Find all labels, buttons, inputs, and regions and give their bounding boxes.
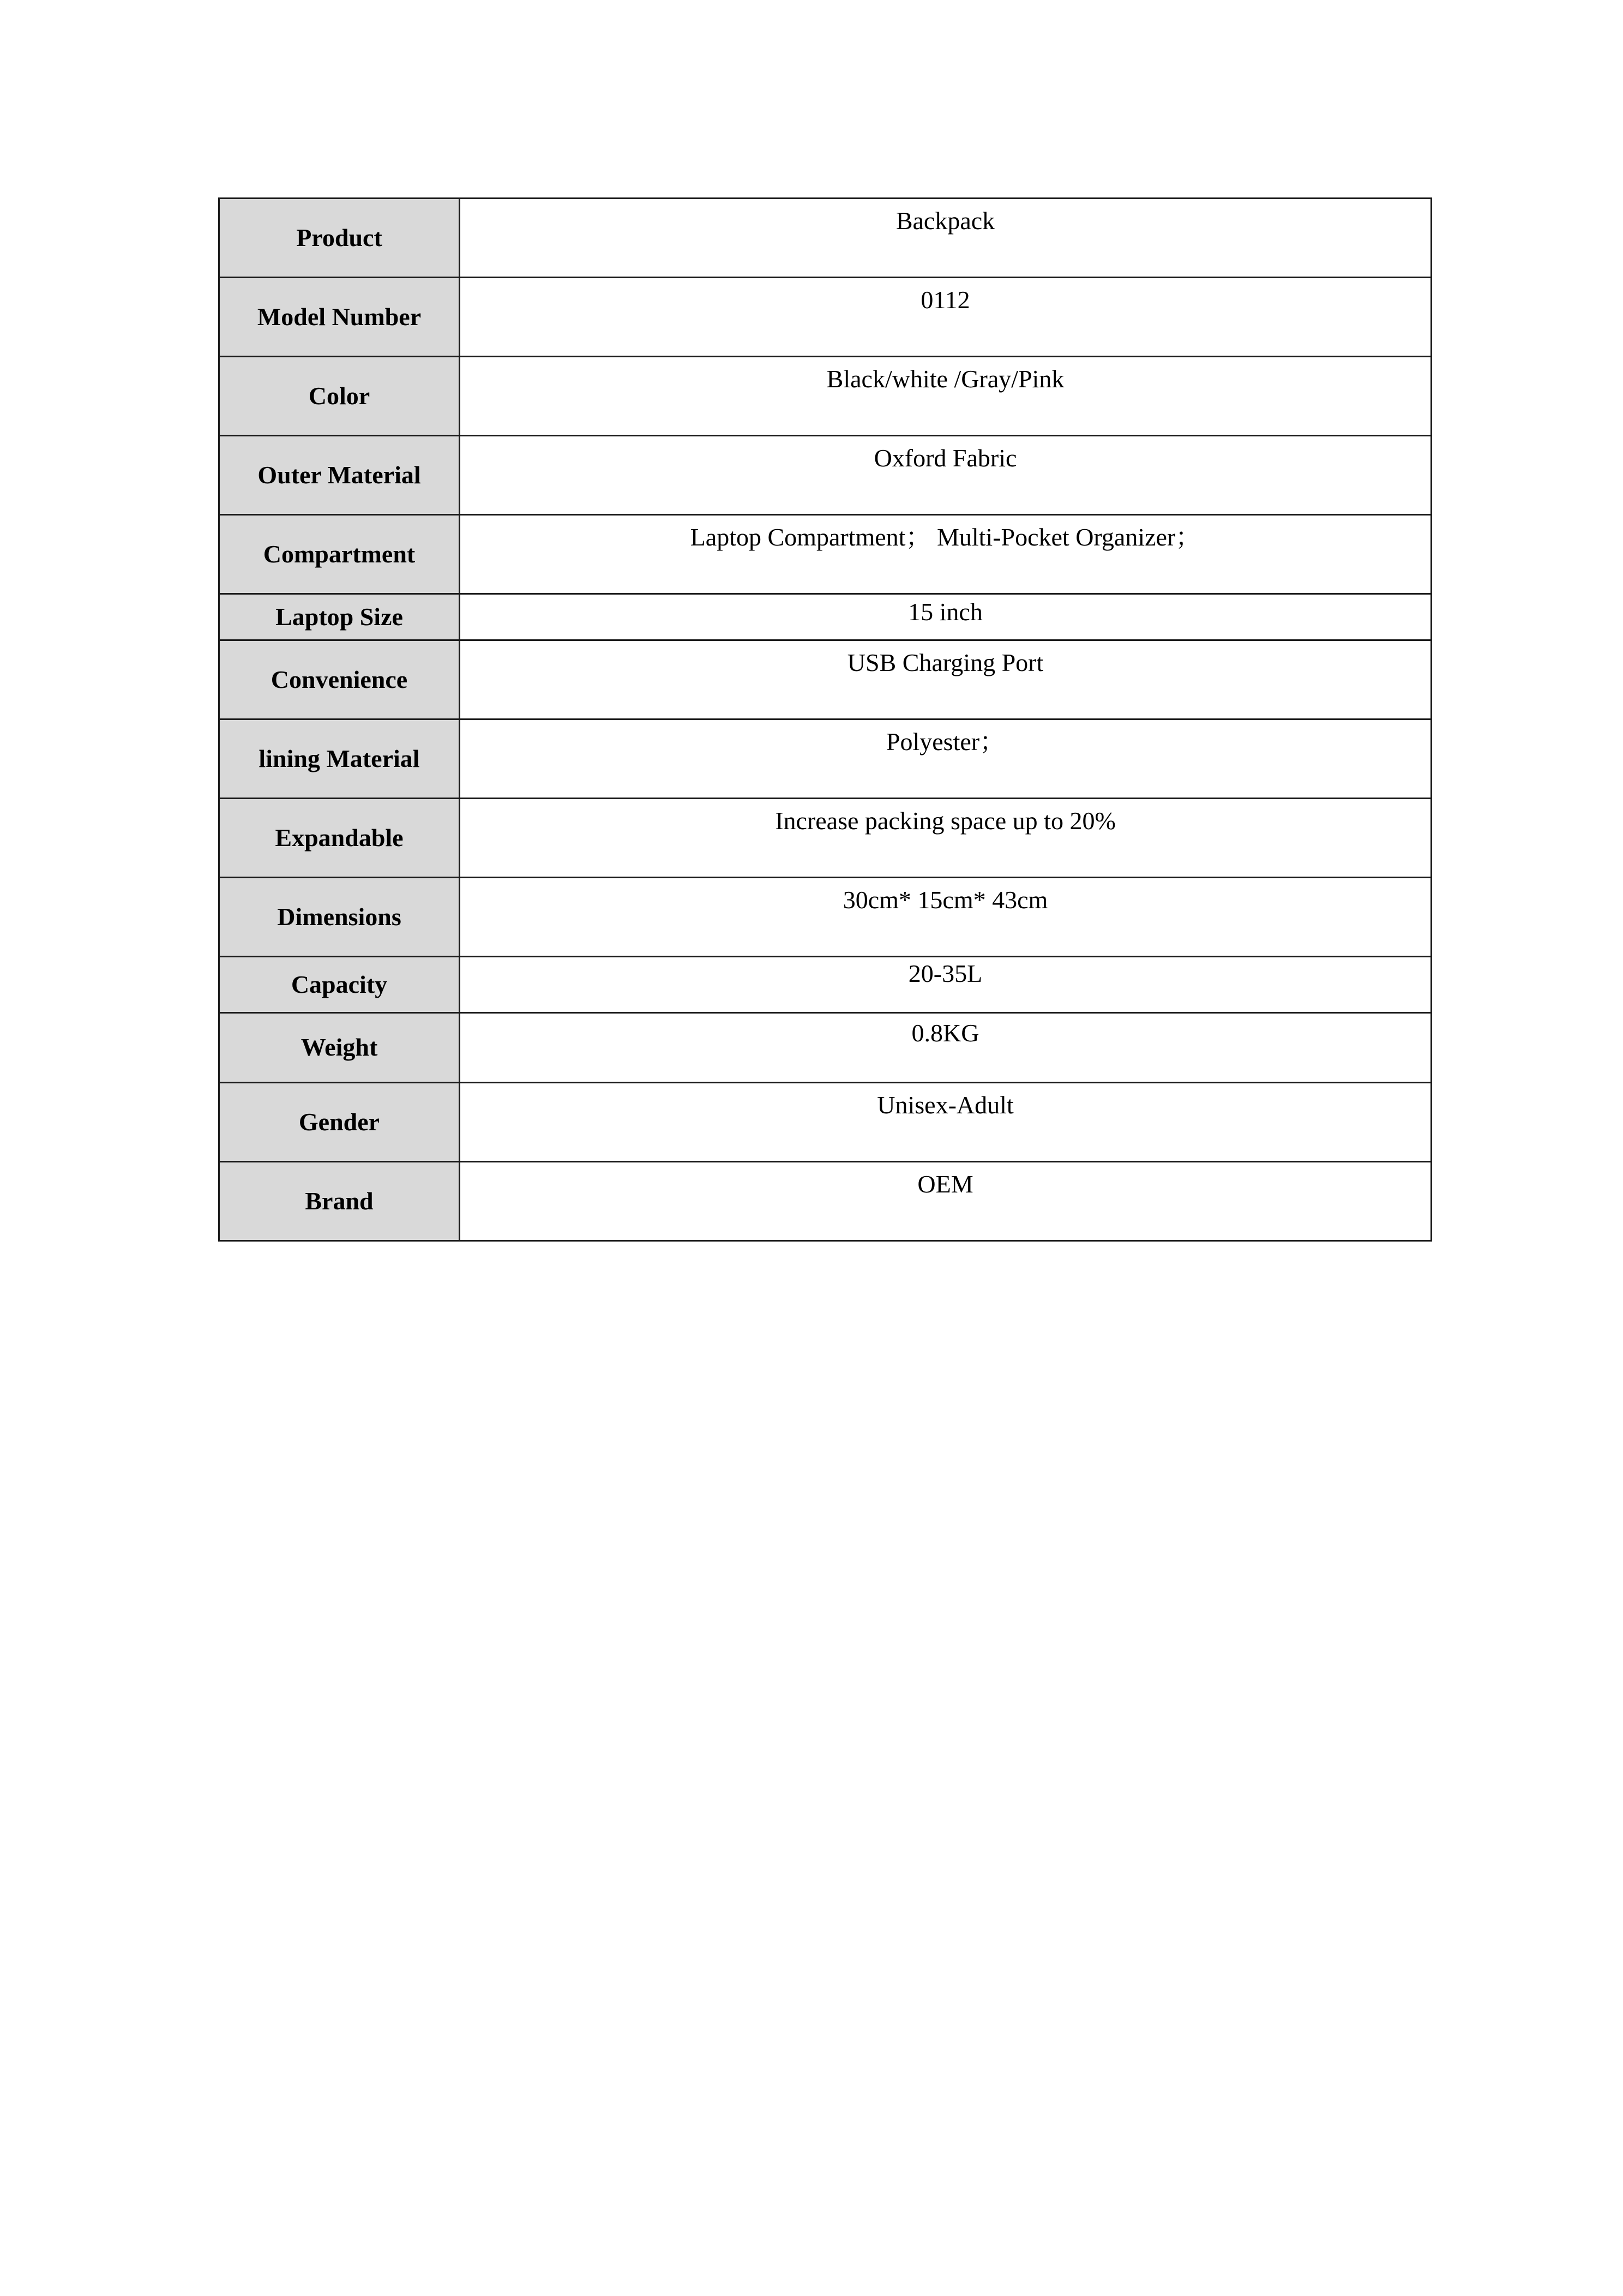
spec-row-outer-material — [219, 436, 1432, 515]
spec-label: Compartment — [219, 515, 460, 594]
spec-row-lining-material — [219, 720, 1432, 799]
spec-value: Black/white /Gray/Pink — [460, 357, 1432, 436]
spec-value: Oxford Fabric — [460, 436, 1432, 515]
spec-row-product — [219, 199, 1432, 278]
spec-label: Weight — [219, 1013, 460, 1083]
spec-value: 0112 — [460, 278, 1432, 357]
spec-row-brand — [219, 1162, 1432, 1241]
spec-label: Model Number — [219, 278, 460, 357]
spec-label: Outer Material — [219, 436, 460, 515]
spec-value: 30cm* 15cm* 43cm — [460, 878, 1432, 957]
spec-row-model-number — [219, 278, 1432, 357]
spec-value: 15 inch — [460, 594, 1432, 640]
spec-row-weight — [219, 1013, 1432, 1083]
spec-label: Expandable — [219, 799, 460, 878]
spec-value: USB Charging Port — [460, 640, 1432, 720]
spec-label: Dimensions — [219, 878, 460, 957]
product-spec-table — [218, 197, 1432, 1242]
spec-row-convenience — [219, 640, 1432, 720]
spec-row-capacity — [219, 957, 1432, 1013]
spec-label: Convenience — [219, 640, 460, 720]
spec-value: 0.8KG — [460, 1013, 1432, 1083]
spec-label: Brand — [219, 1162, 460, 1241]
spec-label: lining Material — [219, 720, 460, 799]
spec-label: Product — [219, 199, 460, 278]
spec-value: Polyester； — [460, 720, 1432, 799]
spec-label: Color — [219, 357, 460, 436]
spec-value: Backpack — [460, 199, 1432, 278]
spec-row-compartment — [219, 515, 1432, 594]
spec-value: Laptop Compartment； Multi-Pocket Organizer； — [460, 515, 1432, 594]
spec-row-color — [219, 357, 1432, 436]
spec-row-dimensions — [219, 878, 1432, 957]
spec-row-gender — [219, 1083, 1432, 1162]
spec-value: Unisex-Adult — [460, 1083, 1432, 1162]
spec-label: Capacity — [219, 957, 460, 1013]
spec-value: OEM — [460, 1162, 1432, 1241]
spec-row-laptop-size — [219, 594, 1432, 640]
spec-value: 20-35L — [460, 957, 1432, 1013]
spec-label: Laptop Size — [219, 594, 460, 640]
spec-label: Gender — [219, 1083, 460, 1162]
spec-value: Increase packing space up to 20% — [460, 799, 1432, 878]
spec-row-expandable — [219, 799, 1432, 878]
